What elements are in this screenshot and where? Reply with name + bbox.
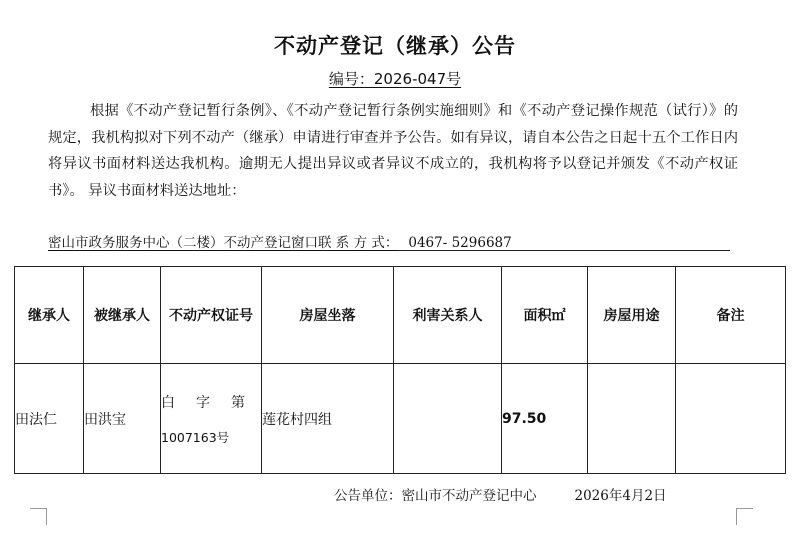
header-usage: 房屋用途 — [588, 267, 676, 364]
header-cert-number: 不动产权证号 — [161, 267, 262, 364]
notice-serial — [0, 68, 790, 89]
page-corner-mark — [736, 508, 753, 525]
cell-cert-number — [161, 364, 262, 474]
cert-char: 字 — [196, 394, 210, 411]
cert-char: 白 — [161, 394, 175, 411]
serial-number: 编号：2026-047号 — [328, 70, 462, 88]
contact-line — [48, 231, 730, 251]
issue-date: 2026年4月2日 — [574, 488, 667, 504]
table-row — [15, 364, 786, 474]
cell-usage — [588, 364, 676, 474]
cert-char: 第 — [231, 394, 245, 411]
notice-footer — [334, 484, 667, 504]
notice-title: 不动产登记（继承）公告 — [274, 34, 516, 58]
table-header-row — [15, 267, 786, 364]
header-decedent: 被继承人 — [84, 267, 161, 364]
cell-heir: 田法仁 — [15, 364, 84, 474]
notice-body: 根据《不动产登记暂行条例》、《不动产登记暂行条例实施细则》和《不动产登记操作规范（试行）》的规定，我机构拟对下列不动产（继承）申请进行审查并予公告。如有异议，请自本公告之日起十五个工作日内将异议书面材料送达我机构。逾期无人提出异议或者异议不成立的，我机构将予以登记并颁发《不动产权证书》。 异议书面材料送达地址： — [48, 103, 738, 199]
cell-remarks — [676, 364, 786, 474]
page-corner-mark — [30, 508, 47, 525]
header-heir: 继承人 — [15, 267, 84, 364]
notice-table — [14, 266, 786, 474]
cell-interested-party — [394, 364, 502, 474]
cell-location: 莲花村四组 — [262, 364, 394, 474]
cert-prefix — [161, 392, 245, 412]
contact-address: 密山市政务服务中心（二楼）不动产登记窗口联 系 方 式： — [48, 235, 399, 251]
header-interested-party: 利害关系人 — [394, 267, 502, 364]
header-area: 面积㎡ — [502, 267, 588, 364]
header-remarks: 备注 — [676, 267, 786, 364]
cell-area: 97.50 — [502, 364, 588, 474]
contact-phone: 0467- 5296687 — [408, 235, 512, 251]
header-location: 房屋坐落 — [262, 267, 394, 364]
issuer: 公告单位：密山市不动产登记中心 — [334, 488, 537, 504]
cert-number: 1007163号 — [161, 429, 230, 445]
cell-decedent: 田洪宝 — [84, 364, 161, 474]
